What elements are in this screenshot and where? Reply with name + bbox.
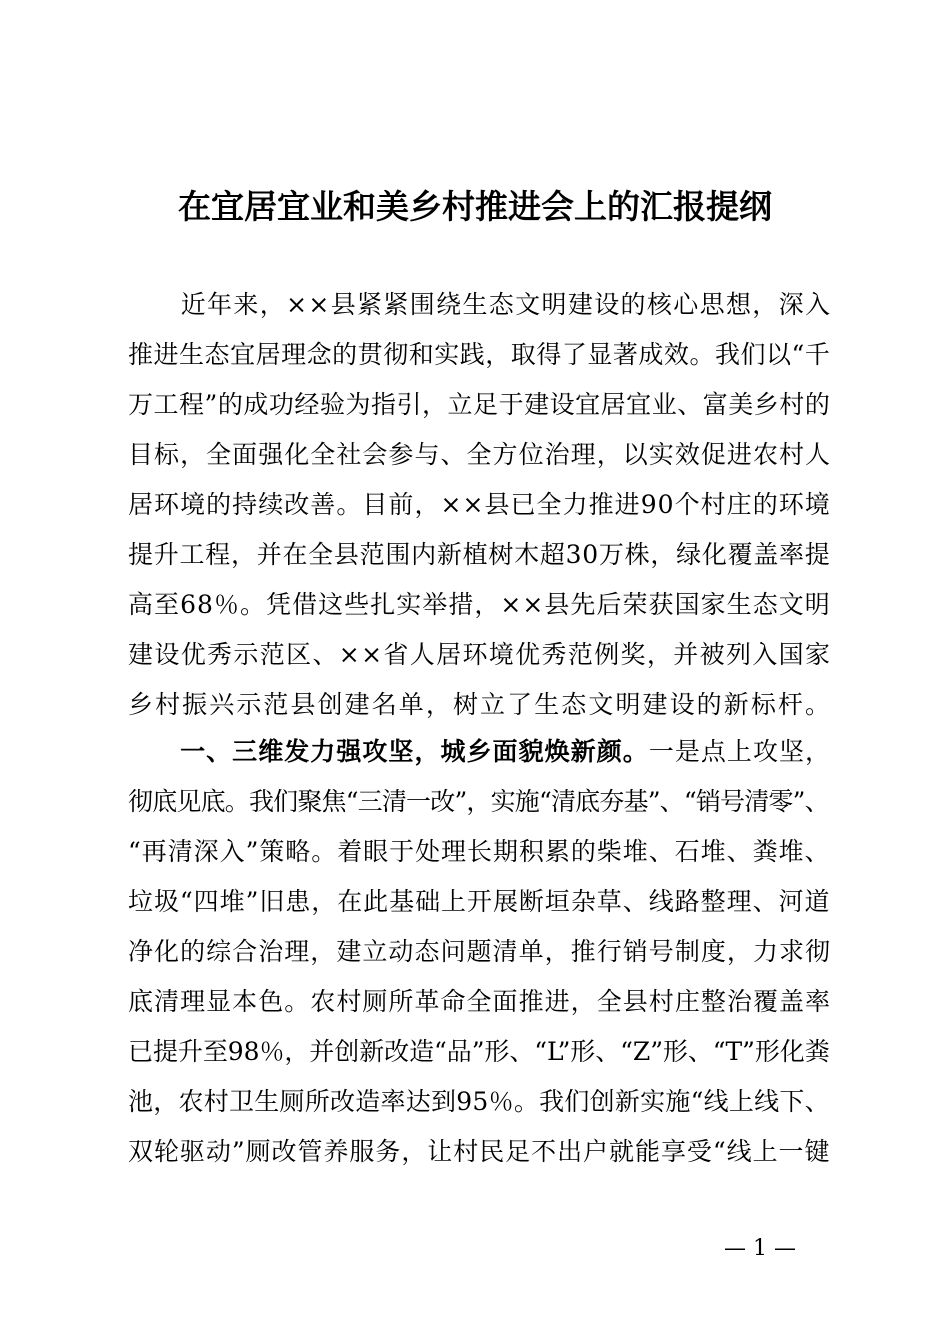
paragraph-line: 池，农村卫生厕所改造率达到95％。我们创新实施“线上线下、 bbox=[128, 1087, 830, 1116]
paragraph-line: 垃圾“四堆”旧患，在此基础上开展断垣杂草、线路整理、河道 bbox=[128, 887, 831, 916]
paragraph-line: 近年来，××县紧紧围绕生态文明建设的核心思想，深入 bbox=[128, 290, 832, 319]
document-title: 在宜居宜业和美乡村推进会上的汇报提纲 bbox=[178, 187, 772, 226]
paragraph-line: 彻底见底。我们聚焦“三清一改”，实施“清底夯基”、“销号清零”、 bbox=[128, 787, 829, 816]
paragraph-line: 高至68％。凭借这些扎实举措，××县先后荣获国家生态文明 bbox=[128, 590, 831, 619]
paragraph-line: “再清深入”策略。着眼于处理长期积累的柴堆、石堆、粪堆、 bbox=[128, 837, 831, 866]
paragraph-line: 居环境的持续改善。目前，××县已全力推进90个村庄的环境 bbox=[128, 490, 831, 519]
paragraph-line: 建设优秀示范区、××省人居环境优秀范例奖，并被列入国家 bbox=[128, 640, 832, 669]
paragraph-line: 双轮驱动”厕改管养服务，让村民足不出户就能享受“线上一键 bbox=[128, 1137, 831, 1166]
paragraph-line: 净化的综合治理，建立动态问题清单，推行销号制度，力求彻 bbox=[128, 937, 832, 966]
paragraph-line: 已提升至98％，并创新改造“品”形、“L”形、“Z”形、“T”形化粪 bbox=[128, 1037, 830, 1066]
page-number: — 1 — bbox=[724, 1236, 796, 1261]
section-heading: 一、三维发力强攻坚，城乡面貌焕新颜。 bbox=[128, 737, 649, 766]
paragraph-line: 底清理显本色。农村厕所革命全面推进，全县村庄整治覆盖率 bbox=[128, 987, 832, 1016]
paragraph-line: 提升工程，并在全县范围内新植树木超30万株，绿化覆盖率提 bbox=[128, 540, 831, 569]
paragraph-line: 万工程”的成功经验为指引，立足于建设宜居宜业、富美乡村的 bbox=[128, 390, 831, 419]
section-text: 一是点上攻坚， bbox=[648, 737, 832, 766]
paragraph-line: 目标，全面强化全社会参与、全方位治理，以实效促进农村人 bbox=[128, 440, 832, 469]
paragraph-line: 乡村振兴示范县创建名单，树立了生态文明建设的新标杆。 bbox=[128, 690, 833, 719]
paragraph-line: 推进生态宜居理念的贯彻和实践，取得了显著成效。我们以“千 bbox=[128, 340, 831, 369]
section-heading-line bbox=[128, 727, 831, 777]
